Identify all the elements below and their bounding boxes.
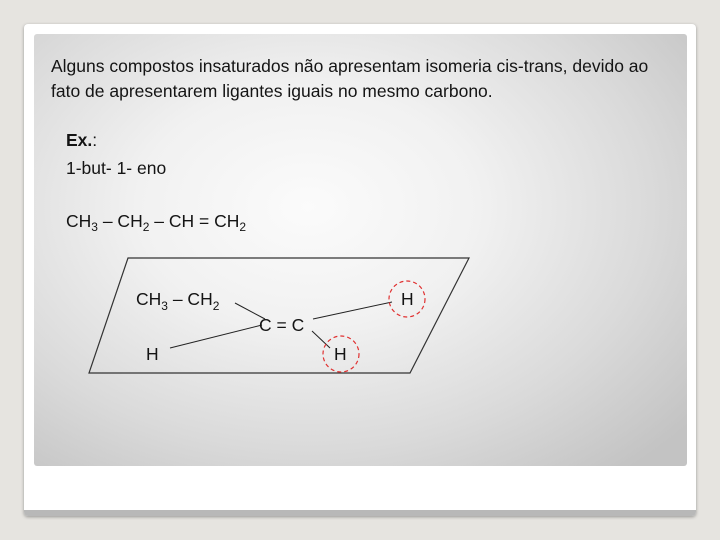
double-bond-label: C = C <box>259 315 305 335</box>
left-h-label: H <box>146 344 159 364</box>
example-label-colon: : <box>92 130 98 150</box>
left-group-part: – CH <box>167 289 213 309</box>
right-bottom-h-label: H <box>334 344 347 364</box>
right-top-h-label: H <box>401 289 414 309</box>
example-label-bold: Ex. <box>66 130 93 150</box>
bond-right-bottom-h <box>312 331 330 348</box>
left-group-label <box>136 289 220 313</box>
formula-part: CH <box>66 211 92 231</box>
formula-part: – CH = CH <box>149 211 240 231</box>
formula-subscript: 3 <box>91 220 98 234</box>
compound-name: 1-but- 1- eno <box>66 158 167 178</box>
left-group-part: CH <box>136 289 162 309</box>
formula-subscript: 2 <box>239 220 247 234</box>
intro-text: Alguns compostos insaturados não apresentam isomeria cis-trans, devido ao fato de apresentarem ligantes iguais no mesmo carbono. <box>51 56 649 101</box>
bond-right-top-h <box>313 302 392 319</box>
bond-left-h <box>170 325 262 348</box>
left-group-subscript: 3 <box>161 299 168 313</box>
left-group-subscript: 2 <box>212 299 220 313</box>
formula-subscript: 2 <box>142 220 150 234</box>
formula-part: – CH <box>97 211 143 231</box>
